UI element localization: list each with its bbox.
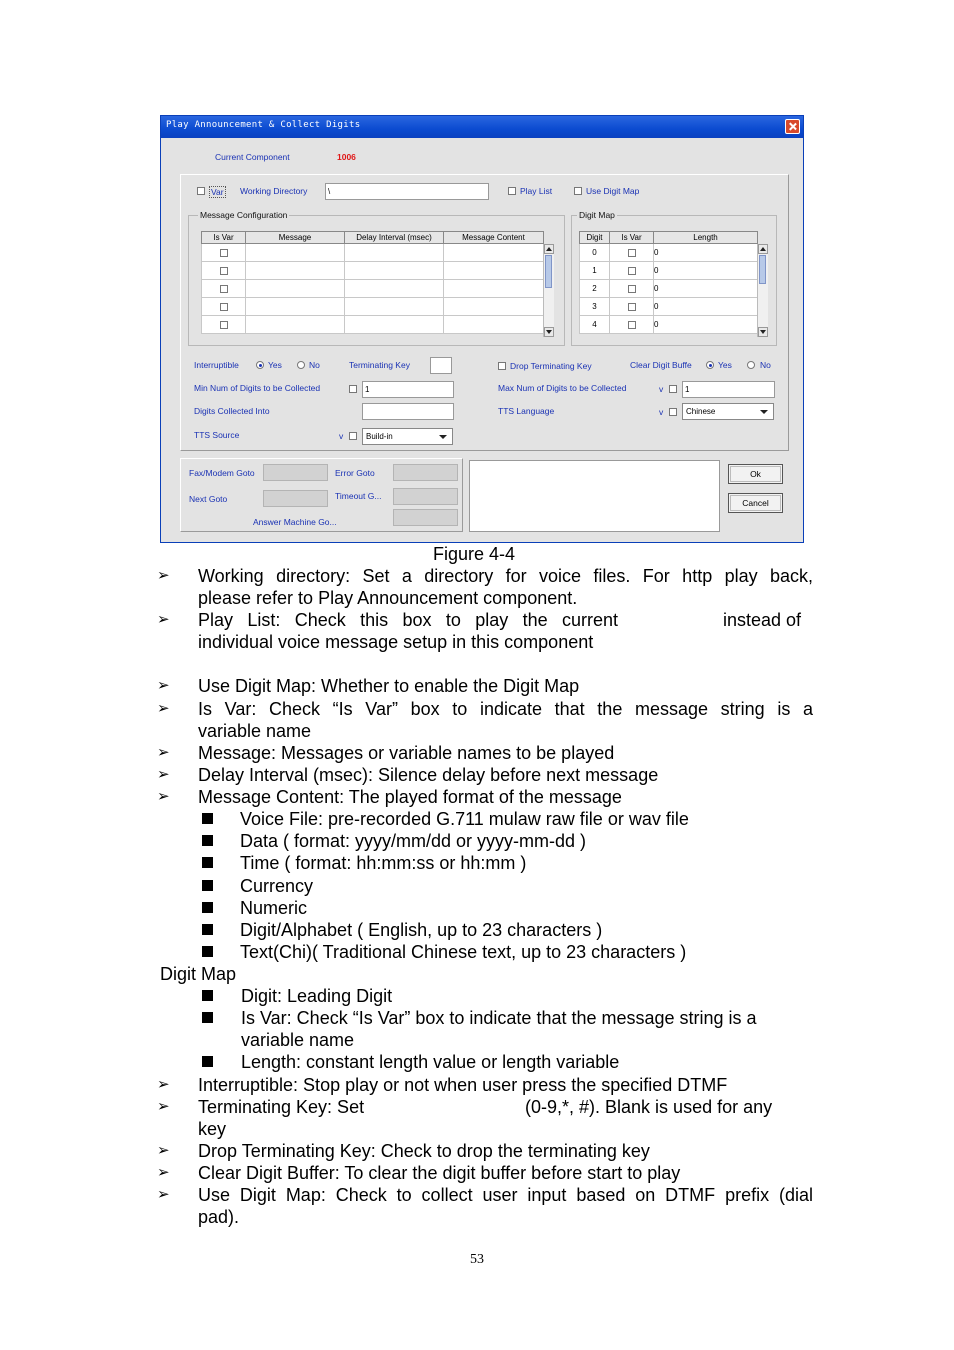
bullet-message: Message: Messages or variable names to be played xyxy=(198,743,615,763)
is-var-checkbox[interactable] xyxy=(628,267,636,275)
digit-col-header[interactable]: Is Var xyxy=(610,232,654,244)
tts-source-var-checkbox[interactable] xyxy=(349,432,357,440)
answer-machine-goto-input[interactable] xyxy=(393,509,458,526)
use-digit-map-label: Use Digit Map xyxy=(586,186,640,196)
square-bullet-icon xyxy=(202,946,213,957)
drop-terminating-key-checkbox[interactable] xyxy=(498,362,506,370)
var-checkbox[interactable] xyxy=(197,187,205,195)
format-item: Digit/Alphabet ( English, up to 23 characters ) xyxy=(240,920,603,940)
digit-map-item: Length: constant length value or length variable xyxy=(241,1052,620,1072)
scroll-thumb[interactable] xyxy=(545,255,552,288)
digit-cell[interactable]: 3 xyxy=(580,298,610,316)
next-goto-label: Next Goto xyxy=(189,494,228,504)
bullet-working-directory-line2: please refer to Play Announcement component. xyxy=(198,588,578,608)
dialog-titlebar xyxy=(161,116,803,138)
interruptible-no-label: No xyxy=(309,360,320,370)
message-table[interactable] xyxy=(201,231,544,334)
bullet-clear-digit-buffer: Clear Digit Buffer: To clear the digit buffer before start to play xyxy=(198,1163,681,1183)
message-col-header[interactable]: Is Var xyxy=(202,232,246,244)
table-cell[interactable] xyxy=(345,244,444,262)
is-var-checkbox[interactable] xyxy=(628,303,636,311)
drop-terminating-key-label: Drop Terminating Key xyxy=(510,361,592,371)
bullet-drop-terminating-key: Drop Terminating Key: Check to drop the terminating key xyxy=(198,1141,650,1161)
table-cell[interactable] xyxy=(246,262,345,280)
tts-source-value: Build-in xyxy=(366,432,393,441)
min-digits-var-checkbox[interactable] xyxy=(349,385,357,393)
table-row[interactable] xyxy=(580,316,758,334)
message-col-header[interactable]: Delay Interval (msec) xyxy=(345,232,444,244)
clear-digit-buffer-label: Clear Digit Buffe xyxy=(630,360,692,370)
max-digits-var-checkbox[interactable] xyxy=(669,385,677,393)
length-cell[interactable]: 0 xyxy=(654,280,758,298)
table-row[interactable] xyxy=(202,280,544,298)
arrow-bullet-icon: ➢ xyxy=(157,1186,170,1203)
digits-collected-into-label: Digits Collected Into xyxy=(194,406,270,416)
terminating-key-label: Terminating Key xyxy=(349,360,410,370)
length-cell[interactable]: 0 xyxy=(654,298,758,316)
tts-language-var-checkbox[interactable] xyxy=(669,408,677,416)
table-cell[interactable] xyxy=(345,298,444,316)
square-bullet-icon xyxy=(202,857,213,868)
bullet-play-list-line1: Play List: Check this box to play the current xyxy=(198,610,618,630)
arrow-bullet-icon: ➢ xyxy=(157,1164,170,1181)
cancel-button[interactable]: Cancel xyxy=(728,493,783,513)
bullet-working-directory-line1: Working directory: Set a directory for voice files. For http play back, xyxy=(198,566,813,586)
table-row[interactable] xyxy=(580,244,758,262)
table-row[interactable] xyxy=(202,298,544,316)
current-component-value: 1006 xyxy=(337,152,356,162)
message-table-scrollbar[interactable] xyxy=(543,244,554,337)
scroll-up-icon[interactable] xyxy=(544,244,554,254)
max-digits-v-label: v xyxy=(659,384,664,394)
close-icon[interactable] xyxy=(785,119,800,134)
table-cell[interactable] xyxy=(444,316,544,334)
length-cell[interactable]: 0 xyxy=(654,244,758,262)
digit-map-table[interactable] xyxy=(579,231,758,334)
length-cell[interactable]: 0 xyxy=(654,262,758,280)
interruptible-label: Interruptible xyxy=(194,360,239,370)
square-bullet-icon xyxy=(202,835,213,846)
page-number: 53 xyxy=(470,1252,484,1267)
interruptible-no-radio[interactable] xyxy=(297,361,305,369)
interruptible-yes-radio[interactable] xyxy=(256,361,264,369)
table-row[interactable] xyxy=(202,244,544,262)
arrow-bullet-icon: ➢ xyxy=(157,700,170,717)
bullet-use-digit-map: Use Digit Map: Whether to enable the Digit Map xyxy=(198,676,580,696)
tts-source-select[interactable] xyxy=(362,428,453,445)
arrow-bullet-icon: ➢ xyxy=(157,1142,170,1159)
fax-modem-goto-input[interactable] xyxy=(263,464,328,481)
error-goto-label: Error Goto xyxy=(335,468,375,478)
bullet-play-list-line2: individual voice message setup in this component xyxy=(198,632,594,652)
digit-cell[interactable]: 4 xyxy=(580,316,610,334)
tts-source-label: TTS Source xyxy=(194,430,240,440)
bullet-terminating-key-line2: key xyxy=(198,1119,227,1139)
bullet-terminating-key-end: (0-9,*, #). Blank is used for any xyxy=(525,1097,773,1117)
is-var-checkbox[interactable] xyxy=(220,249,228,257)
tts-language-select[interactable] xyxy=(682,403,774,420)
message-configuration-title: Message Configuration xyxy=(200,210,288,220)
arrow-bullet-icon: ➢ xyxy=(157,744,170,761)
use-digit-map-checkbox[interactable] xyxy=(574,187,582,195)
scroll-thumb[interactable] xyxy=(759,255,766,284)
square-bullet-icon xyxy=(202,990,213,1001)
arrow-bullet-icon: ➢ xyxy=(157,1098,170,1115)
format-item: Text(Chi)( Traditional Chinese text, up to 23 characters ) xyxy=(240,942,687,962)
bullet-use-digit-map-2-line1: Use Digit Map: Check to collect user input based on DTMF prefix (dial xyxy=(198,1185,813,1205)
message-col-header[interactable]: Message Content xyxy=(444,232,544,244)
interruptible-yes-label: Yes xyxy=(268,360,282,370)
play-list-label: Play List xyxy=(520,186,553,196)
bullet-is-var-line2: variable name xyxy=(198,721,312,741)
tts-language-label: TTS Language xyxy=(498,406,555,416)
is-var-checkbox[interactable] xyxy=(220,321,228,329)
scroll-up-icon[interactable] xyxy=(758,244,768,254)
digit-col-header[interactable]: Digit xyxy=(580,232,610,244)
format-item: Time ( format: hh:mm:ss or hh:mm ) xyxy=(240,853,527,873)
table-cell[interactable] xyxy=(246,316,345,334)
table-row[interactable] xyxy=(202,262,544,280)
chevron-down-icon[interactable] xyxy=(439,435,447,439)
format-item: Numeric xyxy=(240,898,308,918)
digit-table-scrollbar[interactable] xyxy=(757,244,768,337)
square-bullet-icon xyxy=(202,1056,213,1067)
bullet-is-var-line1: Is Var: Check “Is Var” box to indicate that the message string is a xyxy=(198,699,813,719)
table-cell[interactable] xyxy=(246,280,345,298)
table-cell[interactable] xyxy=(345,316,444,334)
figure-caption: Figure 4-4 xyxy=(433,544,516,564)
working-directory-label: Working Directory xyxy=(240,186,308,196)
table-cell[interactable] xyxy=(345,280,444,298)
square-bullet-icon xyxy=(202,1012,213,1023)
max-digits-label: Max Num of Digits to be Collected xyxy=(498,383,627,393)
table-row[interactable] xyxy=(580,262,758,280)
table-row[interactable] xyxy=(202,316,544,334)
clear-buffer-no-label: No xyxy=(760,360,771,370)
current-component-label: Current Component xyxy=(215,152,290,162)
bullet-interruptible: Interruptible: Stop play or not when user press the specified DTMF xyxy=(198,1075,728,1095)
digit-cell[interactable]: 1 xyxy=(580,262,610,280)
answer-machine-goto-label: Answer Machine Go... xyxy=(253,517,337,527)
error-goto-input[interactable] xyxy=(393,464,458,481)
chevron-down-icon[interactable] xyxy=(760,410,768,414)
digit-map-heading: Digit Map xyxy=(160,964,237,984)
bullet-delay-interval: Delay Interval (msec): Silence delay before next message xyxy=(198,765,659,785)
is-var-checkbox[interactable] xyxy=(628,285,636,293)
format-item: Data ( format: yyyy/mm/dd or yyyy-mm-dd ) xyxy=(240,831,587,851)
timeout-goto-input[interactable] xyxy=(393,488,458,505)
is-var-checkbox[interactable] xyxy=(220,303,228,311)
is-var-checkbox[interactable] xyxy=(220,267,228,275)
clear-buffer-yes-label: Yes xyxy=(718,360,732,370)
bullet-play-list-line1-end: instead of xyxy=(723,610,802,630)
digit-cell[interactable]: 0 xyxy=(580,244,610,262)
table-cell[interactable] xyxy=(246,244,345,262)
tts-source-v-label: v xyxy=(339,431,344,441)
working-directory-input[interactable]: \ xyxy=(325,183,489,200)
terminating-key-input[interactable] xyxy=(430,357,452,374)
notes-textarea[interactable] xyxy=(469,460,720,532)
min-digits-input[interactable]: 1 xyxy=(362,381,454,398)
square-bullet-icon xyxy=(202,924,213,935)
scroll-down-icon[interactable] xyxy=(544,327,554,337)
is-var-checkbox[interactable] xyxy=(628,321,636,329)
digit-map-item: Is Var: Check “Is Var” box to indicate that the message string is a xyxy=(241,1008,757,1028)
is-var-checkbox[interactable] xyxy=(628,249,636,257)
min-digits-label: Min Num of Digits to be Collected xyxy=(194,383,321,393)
bullet-use-digit-map-2-line2: pad). xyxy=(198,1207,240,1227)
arrow-bullet-icon: ➢ xyxy=(157,611,170,628)
square-bullet-icon xyxy=(202,813,213,824)
arrow-bullet-icon: ➢ xyxy=(157,788,170,805)
table-cell[interactable] xyxy=(444,262,544,280)
is-var-checkbox[interactable] xyxy=(220,285,228,293)
arrow-bullet-icon: ➢ xyxy=(157,567,170,584)
fax-modem-goto-label: Fax/Modem Goto xyxy=(189,468,255,478)
table-cell[interactable] xyxy=(444,244,544,262)
var-label: Var xyxy=(211,187,224,197)
clear-buffer-no-radio[interactable] xyxy=(747,361,755,369)
square-bullet-icon xyxy=(202,880,213,891)
next-goto-input[interactable] xyxy=(263,490,328,507)
table-cell[interactable] xyxy=(444,280,544,298)
format-item: Voice File: pre-recorded G.711 mulaw raw file or wav file xyxy=(240,809,689,829)
digits-collected-into-input[interactable] xyxy=(362,403,454,420)
table-cell[interactable] xyxy=(246,298,345,316)
digit-map-title: Digit Map xyxy=(579,210,615,220)
arrow-bullet-icon: ➢ xyxy=(157,1076,170,1093)
play-announcement-dialog xyxy=(160,115,804,543)
scroll-down-icon[interactable] xyxy=(758,327,768,337)
bullet-terminating-key-start: Terminating Key: Set xyxy=(198,1097,365,1117)
timeout-goto-label: Timeout G... xyxy=(335,491,382,501)
ok-button[interactable]: Ok xyxy=(728,464,783,484)
tts-language-value: Chinese xyxy=(686,407,716,416)
digit-map-item: variable name xyxy=(241,1030,355,1050)
table-row[interactable] xyxy=(580,280,758,298)
max-digits-input[interactable]: 1 xyxy=(682,381,775,398)
table-cell[interactable] xyxy=(444,298,544,316)
tts-language-v-label: v xyxy=(659,407,664,417)
digit-map-item: Digit: Leading Digit xyxy=(241,986,393,1006)
digit-col-header[interactable]: Length xyxy=(654,232,758,244)
table-row[interactable] xyxy=(580,298,758,316)
play-list-checkbox[interactable] xyxy=(508,187,516,195)
clear-buffer-yes-radio[interactable] xyxy=(706,361,714,369)
dialog-title: Play Announcement & Collect Digits xyxy=(166,120,361,130)
length-cell[interactable]: 0 xyxy=(654,316,758,334)
format-item: Currency xyxy=(240,876,314,896)
square-bullet-icon xyxy=(202,902,213,913)
table-cell[interactable] xyxy=(345,262,444,280)
message-col-header[interactable]: Message xyxy=(246,232,345,244)
digit-cell[interactable]: 2 xyxy=(580,280,610,298)
arrow-bullet-icon: ➢ xyxy=(157,766,170,783)
bullet-message-content: Message Content: The played format of the message xyxy=(198,787,622,807)
arrow-bullet-icon: ➢ xyxy=(157,677,170,694)
